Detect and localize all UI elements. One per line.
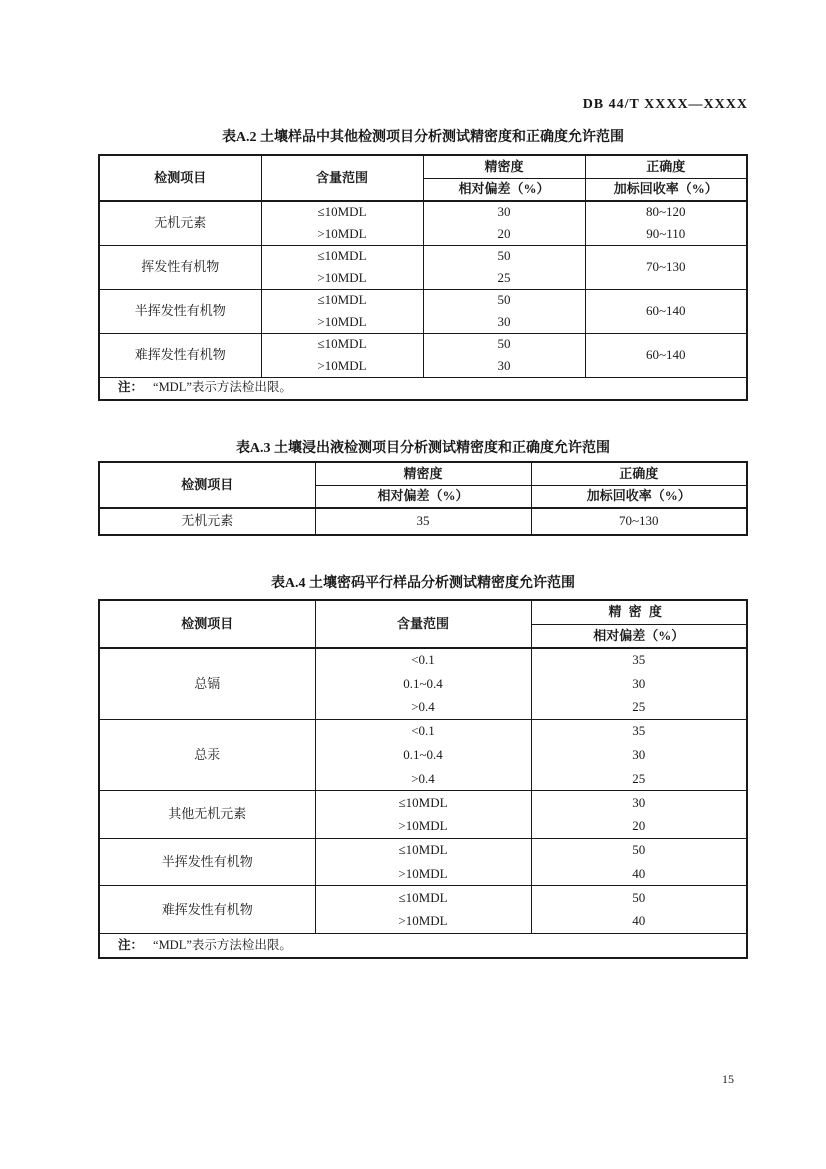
table-a2 — [98, 154, 748, 401]
cell-item: 半挥发性有机物 — [99, 838, 315, 886]
header-item: 检测项目 — [99, 462, 315, 508]
cell-range: <0.1 — [315, 648, 531, 672]
table-a4 — [98, 599, 748, 959]
cell-range: >10MDL — [261, 267, 423, 289]
cell-range: >10MDL — [261, 223, 423, 245]
cell-rsd: 30 — [423, 201, 585, 223]
header-accuracy: 正确度 — [531, 462, 747, 485]
table-row — [99, 245, 747, 267]
document-code: DB 44/T XXXX—XXXX — [582, 97, 748, 112]
cell-range: ≤10MDL — [261, 201, 423, 223]
cell-range: 0.1~0.4 — [315, 672, 531, 696]
cell-rsd: 30 — [531, 791, 747, 815]
cell-rsd: 50 — [531, 838, 747, 862]
cell-rsd: 40 — [531, 910, 747, 934]
header-range: 含量范围 — [315, 600, 531, 648]
header-precision: 精密度 — [531, 600, 747, 624]
table-row — [99, 462, 747, 485]
cell-range: ≤10MDL — [315, 791, 531, 815]
table-a4-title: 表A.4 土壤密码平行样品分析测试精密度允许范围 — [270, 576, 576, 591]
header-item: 检测项目 — [99, 155, 261, 201]
cell-rsd: 50 — [531, 886, 747, 910]
table-row — [99, 838, 747, 862]
cell-rsd: 30 — [531, 743, 747, 767]
cell-range: >0.4 — [315, 767, 531, 791]
cell-rsd: 30 — [531, 672, 747, 696]
cell-rsd: 35 — [531, 648, 747, 672]
header-accuracy-sub: 加标回收率（%） — [585, 178, 747, 201]
note-label: 注： — [118, 380, 144, 395]
header-range: 含量范围 — [261, 155, 423, 201]
cell-item: 其他无机元素 — [99, 791, 315, 839]
note-text: “MDL”表示方法检出限。 — [153, 937, 292, 952]
cell-rsd: 50 — [423, 245, 585, 267]
header-precision-sub: 相对偏差（%） — [315, 485, 531, 508]
cell-rsd: 25 — [531, 767, 747, 791]
cell-item: 难挥发性有机物 — [99, 333, 261, 377]
note-text: “MDL”表示方法检出限。 — [153, 380, 292, 395]
cell-rsd: 20 — [423, 223, 585, 245]
table-row — [99, 600, 747, 624]
cell-item: 难挥发性有机物 — [99, 886, 315, 934]
cell-recovery: 70~130 — [585, 245, 747, 289]
cell-range: >10MDL — [261, 311, 423, 333]
cell-range: ≤10MDL — [261, 289, 423, 311]
header-accuracy-sub: 加标回收率（%） — [531, 485, 747, 508]
cell-item: 半挥发性有机物 — [99, 289, 261, 333]
table-row — [99, 201, 747, 223]
header-precision-sub: 相对偏差（%） — [531, 624, 747, 648]
cell-range: <0.1 — [315, 719, 531, 743]
table-row — [99, 719, 747, 743]
cell-recovery: 60~140 — [585, 289, 747, 333]
cell-item: 无机元素 — [99, 201, 261, 245]
table-row — [99, 155, 747, 178]
header-accuracy: 正确度 — [585, 155, 747, 178]
cell-rsd: 25 — [423, 267, 585, 289]
cell-recovery: 90~110 — [585, 223, 747, 245]
cell-range: ≤10MDL — [261, 333, 423, 355]
table-a2-title: 表A.2 土壤样品中其他检测项目分析测试精密度和正确度允许范围 — [221, 130, 625, 145]
cell-item: 总镉 — [99, 648, 315, 719]
table-row — [99, 377, 747, 400]
header-precision-sub: 相对偏差（%） — [423, 178, 585, 201]
cell-item: 无机元素 — [99, 508, 315, 535]
table-row — [99, 791, 747, 815]
cell-item: 挥发性有机物 — [99, 245, 261, 289]
cell-item: 总汞 — [99, 719, 315, 790]
cell-recovery: 80~120 — [585, 201, 747, 223]
table-row — [99, 289, 747, 311]
header-precision: 精密度 — [315, 462, 531, 485]
note-label: 注： — [118, 937, 144, 952]
table-row — [99, 333, 747, 355]
header-precision: 精密度 — [423, 155, 585, 178]
cell-rsd: 25 — [531, 696, 747, 720]
cell-rsd: 30 — [423, 311, 585, 333]
cell-recovery: 70~130 — [531, 508, 747, 535]
cell-range: >10MDL — [315, 862, 531, 886]
table-note — [99, 934, 747, 958]
cell-rsd: 50 — [423, 333, 585, 355]
cell-range: >10MDL — [261, 355, 423, 377]
cell-range: ≤10MDL — [315, 886, 531, 910]
cell-recovery: 60~140 — [585, 333, 747, 377]
cell-rsd: 30 — [423, 355, 585, 377]
cell-range: >10MDL — [315, 910, 531, 934]
table-row — [99, 934, 747, 958]
cell-rsd: 40 — [531, 862, 747, 886]
cell-rsd: 35 — [531, 719, 747, 743]
table-row — [99, 648, 747, 672]
table-note — [99, 377, 747, 400]
table-a3 — [98, 461, 748, 536]
cell-rsd: 35 — [315, 508, 531, 535]
cell-rsd: 20 — [531, 815, 747, 839]
header-item: 检测项目 — [99, 600, 315, 648]
table-row — [99, 886, 747, 910]
cell-range: 0.1~0.4 — [315, 743, 531, 767]
cell-range: >10MDL — [315, 815, 531, 839]
table-a3-title: 表A.3 土壤浸出液检测项目分析测试精密度和正确度允许范围 — [235, 441, 611, 456]
cell-rsd: 50 — [423, 289, 585, 311]
cell-range: >0.4 — [315, 696, 531, 720]
cell-range: ≤10MDL — [261, 245, 423, 267]
cell-range: ≤10MDL — [315, 838, 531, 862]
page-number: 15 — [722, 1072, 734, 1086]
table-row — [99, 508, 747, 535]
